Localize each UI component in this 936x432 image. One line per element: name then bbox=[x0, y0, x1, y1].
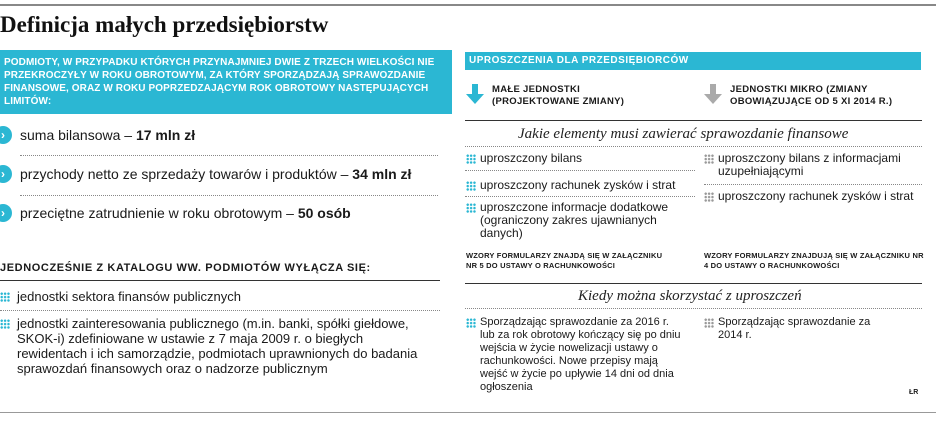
forms-note-micro: WZORY FORMULARZY ZNAJDUJĄ SIĘ W ZAŁĄCZNIKU NR 4 DO USTAWY O RACHUNKOWOŚCI bbox=[704, 251, 924, 270]
dot-grid-icon bbox=[0, 292, 10, 302]
list-item: Sporządzając sprawozdanie za 2014 r. bbox=[704, 316, 884, 342]
arrow-down-icon bbox=[466, 84, 484, 106]
criterion-label: przychody netto ze sprzedaży towarów i produktów – bbox=[20, 166, 353, 182]
section-title: Kiedy można skorzystać z uproszczeń bbox=[578, 288, 802, 304]
list-item: Sporządzając sprawozdanie za 2016 r. lub za rok obrotowy kończący się po dniu wejścia w życie nowelizacji ustawy o rachunkowości. Nowe przepisy mają wejść w życie po upływie 14 dni od dnia ogłoszenia bbox=[466, 316, 686, 394]
criterion-row bbox=[0, 198, 460, 228]
divider bbox=[0, 310, 440, 311]
list-item-text: jednostki zainteresowania publicznego (m.in. banki, spółki giełdowe, SKOK-i) zdefiniowane w ustawie z 7 maja 2009 r. o biegłych rewidentach i ich samorządzie, podmiotach uprawnionych do badania sprawozdań finansowych oraz o nadzorze publicznym bbox=[17, 316, 418, 376]
list-item: uproszczony bilans bbox=[466, 152, 696, 165]
forms-note-small: WZORY FORMULARZY ZNAJDĄ SIĘ W ZAŁĄCZNIKU NR 5 DO USTAWY O RACHUNKOWOŚCI bbox=[466, 251, 663, 270]
list-item bbox=[0, 316, 425, 376]
list-item: uproszczony bilans z informacjami uzupełniającymi bbox=[704, 152, 924, 178]
column-header-small: MAŁE JEDNOSTKI (PROJEKTOWANE ZMIANY) bbox=[466, 84, 696, 108]
criterion-value: 17 mln zł bbox=[135, 127, 196, 143]
dot-grid-icon bbox=[704, 154, 714, 164]
criteria-intro-box: PODMIOTY, W PRZYPADKU KTÓRYCH PRZYNAJMNIEJ DWIE Z TRZECH WIELKOŚCI NIE PRZEKROCZYŁY W ROKU OBROTOWYM, ZA KTÓRY SPORZĄDZAJĄ SPRAWOZDANIE FINANSOWE, ORAZ W ROKU POPRZEDZAJĄCYM ROK OBROTOWY NASTĘPUJĄCYCH LIMITÓW: bbox=[0, 50, 452, 114]
arrow-circle-icon: › bbox=[0, 165, 12, 183]
list-item-text: jednostki sektora finansów publicznych bbox=[17, 289, 242, 304]
divider bbox=[465, 146, 922, 147]
dot-grid-icon bbox=[466, 154, 476, 164]
divider bbox=[465, 308, 922, 309]
page-title: Definicja małych przedsiębiorstw bbox=[0, 12, 329, 37]
list-item bbox=[0, 289, 440, 304]
list-item: uproszczony rachunek zysków i strat bbox=[466, 179, 696, 192]
dot-grid-icon bbox=[466, 181, 476, 191]
criterion-row bbox=[0, 120, 460, 150]
list-item: uproszczony rachunek zysków i strat bbox=[704, 190, 924, 203]
criterion-value: 50 osób bbox=[297, 205, 351, 221]
divider bbox=[20, 195, 438, 196]
divider bbox=[20, 155, 438, 156]
divider bbox=[0, 280, 440, 281]
list-item: uproszczone informacje dodatkowe (ograniczony zakres ujawnianych danych) bbox=[466, 201, 681, 240]
divider bbox=[465, 283, 922, 284]
bottom-rule bbox=[0, 412, 936, 413]
column-header-micro: JEDNOSTKI MIKRO (ZMIANY OBOWIĄZUJĄCE OD 5 XI 2014 R.) bbox=[704, 84, 934, 108]
excluded-heading: JEDNOCZEŚNIE Z KATALOGU WW. PODMIOTÓW WYŁĄCZA SIĘ: bbox=[0, 262, 371, 274]
dot-grid-icon bbox=[704, 192, 714, 202]
criterion-value: 34 mln zł bbox=[352, 166, 412, 182]
divider bbox=[465, 196, 695, 197]
arrow-down-icon bbox=[704, 84, 722, 106]
divider bbox=[704, 184, 922, 185]
dot-grid-icon bbox=[704, 318, 714, 328]
dot-grid-icon bbox=[0, 319, 10, 329]
criterion-label: przeciętne zatrudnienie w roku obrotowym – bbox=[20, 205, 298, 221]
divider bbox=[465, 120, 922, 121]
top-rule bbox=[0, 4, 936, 6]
arrow-circle-icon: › bbox=[0, 204, 12, 222]
arrow-circle-icon: › bbox=[0, 126, 12, 144]
divider bbox=[465, 170, 695, 171]
dot-grid-icon bbox=[466, 203, 476, 213]
criterion-row bbox=[0, 159, 460, 189]
simplifications-heading: UPROSZCZENIA DLA PRZEDSIĘBIORCÓW bbox=[465, 52, 921, 70]
author-initials: ŁR bbox=[909, 389, 919, 396]
section-title: Jakie elementy musi zawierać sprawozdanie finansowe bbox=[518, 126, 849, 142]
dot-grid-icon bbox=[466, 318, 476, 328]
criterion-label: suma bilansowa – bbox=[20, 127, 136, 143]
